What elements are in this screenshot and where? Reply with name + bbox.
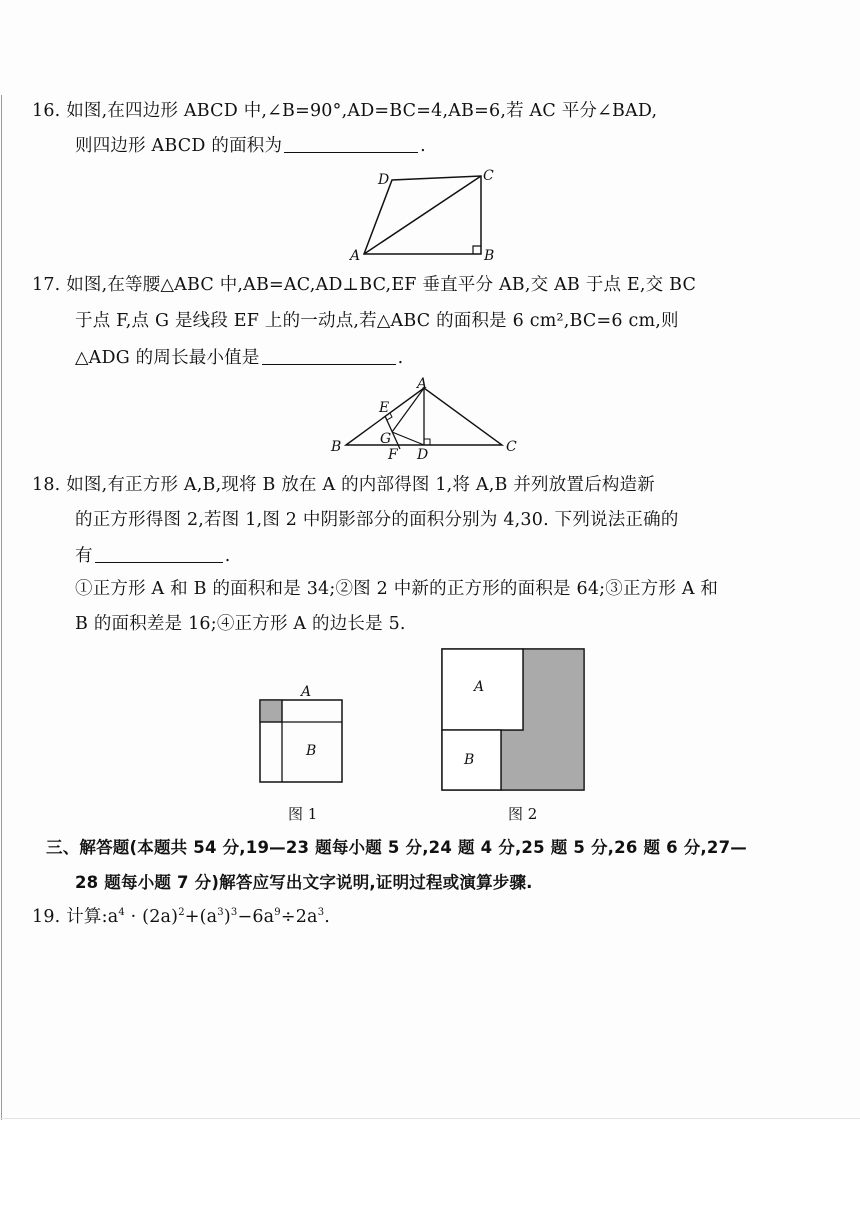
q19-part-5: −6a: [237, 907, 275, 927]
fig1-label-b: B: [306, 743, 317, 759]
q18-line-1: 18. 如图,有正方形 A,B,现将 B 放在 A 的内部得图 1,将 A,B 并列放置后构造新: [32, 475, 655, 495]
q16-text: 则四边形 ABCD 的面积为: [75, 136, 283, 156]
q16-end: .: [420, 136, 426, 156]
fig2-label-a: A: [474, 679, 485, 695]
q18-line-4: ①正方形 A 和 B 的面积和是 34;②图 2 中新的正方形的面积是 64;③正方形 A 和: [75, 579, 719, 599]
q18-line-2: 的正方形得图 2,若图 1,图 2 中阴影部分的面积分别为 4,30. 下列说法正确的: [75, 510, 679, 530]
q17-line-1: 17. 如图,在等腰△ABC 中,AB=AC,AD⊥BC,EF 垂直平分 AB,交 AB 于点 E,交 BC: [32, 275, 697, 295]
q17-label-a: A: [417, 376, 428, 392]
section-3-heading-line-2: 28 题每小题 7 分)解答应写出文字说明,证明过程或演算步骤.: [75, 873, 533, 892]
q17-end: .: [397, 348, 404, 368]
q19-prefix: 19. 计算:a: [32, 907, 119, 927]
q17-label-g: G: [380, 431, 392, 447]
q19-end: .: [324, 907, 331, 927]
section-3-heading-line-1: 三、解答题(本题共 54 分,19—23 题每小题 5 分,24 题 4 分,25 题 5 分,26 题 6 分,27—: [46, 838, 747, 857]
q18-answer-blank[interactable]: [95, 544, 223, 563]
q17-label-d: D: [417, 447, 429, 460]
q19-part-6: ÷2a: [280, 907, 318, 927]
q16-figure: [340, 160, 510, 265]
q17-text: △ADG 的周长最小值是: [75, 348, 260, 368]
q17-label-c: C: [506, 439, 517, 455]
q16-line-2: [75, 134, 426, 157]
q18-figure-2: [438, 645, 588, 793]
q19-exp-6: 3: [317, 907, 325, 918]
q17-label-f: F: [388, 447, 398, 460]
q19-exp-3: 3: [217, 907, 224, 918]
q16-line-1: 16. 如图,在四边形 ABCD 中,∠B=90°,AD=BC=4,AB=6,若 AC 平分∠BAD,: [32, 101, 658, 121]
q18-line-5: B 的面积差是 16;④正方形 A 的边长是 5.: [75, 614, 406, 634]
page-bottom-edge: [0, 1118, 860, 1119]
q19-part-3: +(a: [184, 907, 218, 927]
q19-exp-5: 9: [274, 907, 281, 918]
q19-part-4: ): [223, 907, 231, 927]
q17-right-angle-d: [424, 439, 430, 445]
fig2-caption: 图 2: [508, 805, 538, 823]
q19-exp-2: 2: [178, 907, 185, 918]
q17-label-b: B: [331, 439, 342, 455]
q16-answer-blank[interactable]: [284, 134, 418, 153]
q18-figure-1: [255, 680, 350, 785]
q19-exp-1: 4: [118, 907, 125, 918]
q17-answer-blank[interactable]: [262, 346, 396, 365]
q18-end: .: [224, 546, 231, 566]
q17-segment-ag: [392, 388, 424, 432]
q18-line-3: [75, 544, 230, 567]
q19-exp-4: 3: [230, 907, 238, 918]
q16-label-b: B: [484, 248, 495, 264]
q17-line-3: [75, 346, 403, 369]
q18-text: 有: [75, 546, 93, 566]
fig1-caption: 图 1: [288, 805, 318, 823]
q17-label-e: E: [379, 400, 390, 416]
left-margin-rule: [1, 95, 2, 1120]
fig2-label-b: B: [464, 752, 475, 768]
q16-label-a: A: [350, 248, 361, 264]
q17-line-2: 于点 F,点 G 是线段 EF 上的一动点,若△ABC 的面积是 6 cm²,BC=6 cm,则: [75, 311, 679, 331]
q16-right-angle-mark: [473, 246, 481, 254]
fig1-label-a: A: [301, 684, 312, 700]
q19-line: [32, 906, 330, 928]
fig1-shaded-square: [260, 700, 282, 722]
q19-part-2: · (2a): [124, 907, 179, 927]
q16-label-d: D: [378, 172, 390, 188]
q16-label-c: C: [483, 168, 494, 184]
q17-figure: [325, 375, 525, 460]
